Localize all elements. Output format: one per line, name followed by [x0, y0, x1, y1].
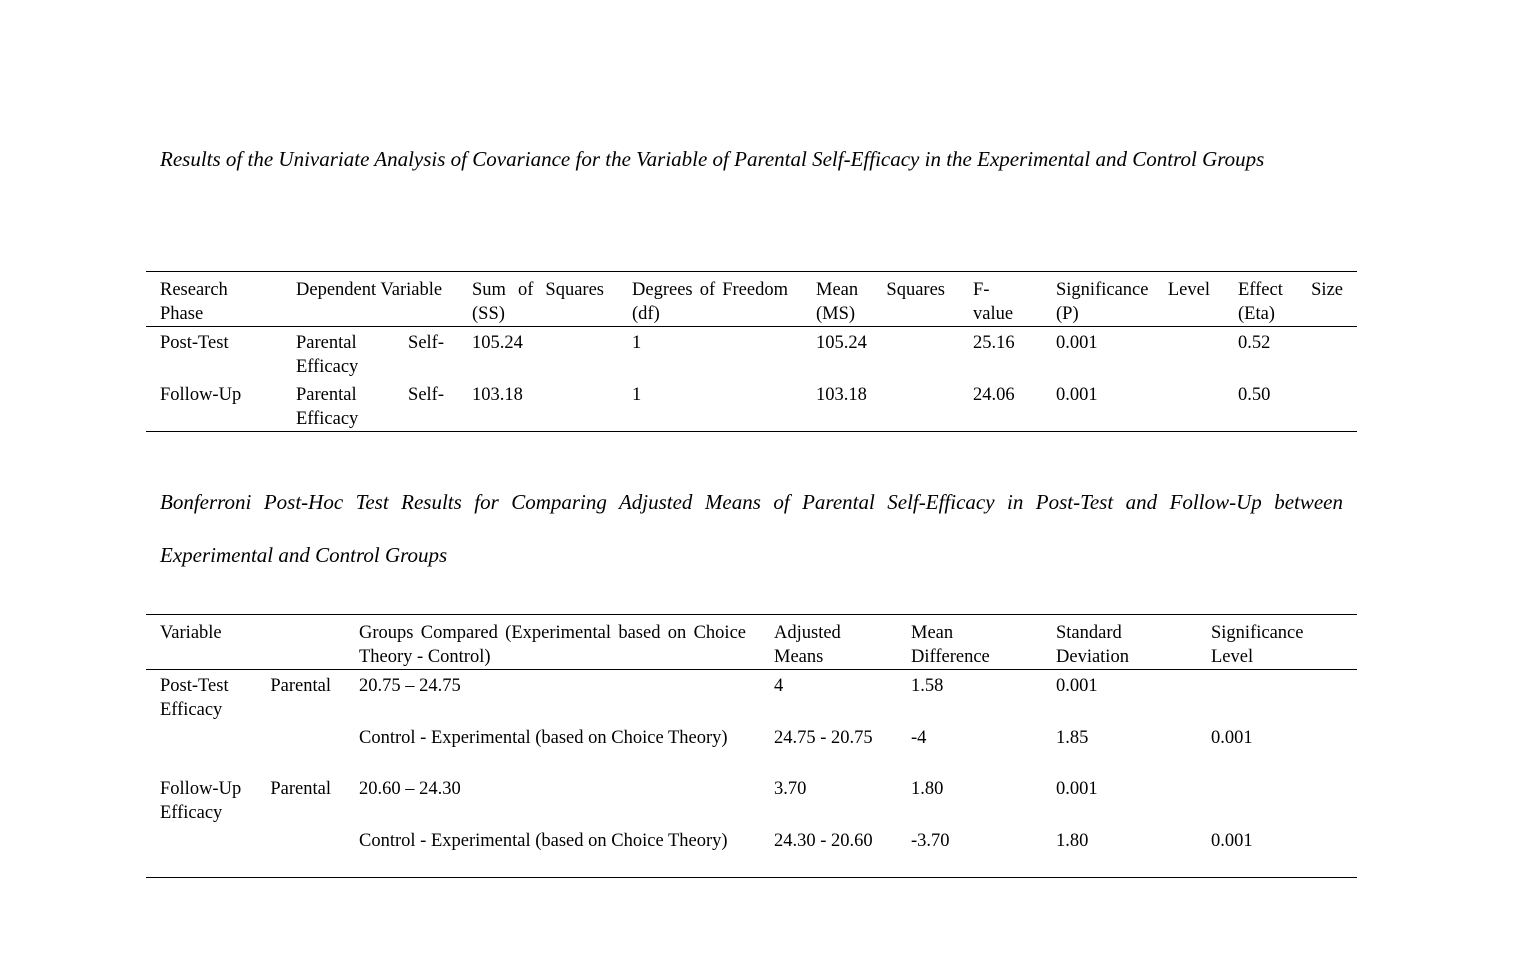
table1-cell: 103.18 [816, 385, 867, 405]
table2-cell [1197, 773, 1357, 825]
table1-cell: 1 [632, 385, 642, 405]
table1-header-cell: Research Phase [160, 280, 228, 324]
table1-header-cell: Mean Squares (MS) [816, 280, 945, 324]
table2-cell: 0.001 [1211, 728, 1253, 748]
table2-cell: 24.30 - 20.60 [774, 831, 873, 851]
bonferroni-results-table [146, 614, 1357, 878]
table2-cell [146, 722, 345, 773]
table2-header-row [146, 615, 1357, 670]
table2-header-cell: Adjusted Means [774, 623, 841, 667]
table1-cell: Parental Self-Efficacy [296, 333, 444, 377]
table2-header-cell: Significance Level [1211, 623, 1304, 667]
ancova-results-table [146, 271, 1357, 432]
table1-caption: Results of the Univariate Analysis of Covariance for the Variable of Parental Self-Efficacy in the Experimental and Control Groups [160, 147, 1265, 171]
table1-cell: 24.06 [973, 385, 1015, 405]
table2-cell: 0.001 [1056, 779, 1098, 799]
table2-cell: Follow-Up Parental Efficacy [160, 779, 331, 823]
table2-cell: 3.70 [774, 779, 807, 799]
table-row [146, 773, 1357, 825]
table-row [146, 379, 1357, 432]
table1-header-cell: Effect Size (Eta) [1238, 280, 1343, 324]
table1-cell: Post-Test [160, 333, 229, 353]
table2-cell: 1.80 [911, 779, 944, 799]
table2-cell: 1.58 [911, 676, 944, 696]
table2-cell: -4 [911, 728, 927, 748]
table2-cell [1197, 670, 1357, 723]
table1-cell: Parental Self-Efficacy [296, 385, 444, 429]
table-row [146, 722, 1357, 773]
table1-header-cell: Degrees of Freedom (df) [632, 280, 788, 324]
table1-cell: 1 [632, 333, 642, 353]
table2-cell: 1.85 [1056, 728, 1089, 748]
table1-header-cell: Significance Level (P) [1056, 280, 1210, 324]
table1-header-cell: F-value [973, 280, 1014, 324]
table2-cell [146, 825, 345, 877]
table1-header-cell: Dependent Variable [296, 280, 443, 300]
table1-header-cell: Sum of Squares (SS) [472, 280, 604, 324]
table2-caption: Bonferroni Post-Hoc Test Results for Comparing Adjusted Means of Parental Self-Efficacy in Post-Test and Follow-Up between Experimental and Control Groups [160, 490, 1343, 567]
table-row [146, 327, 1357, 380]
table2-cell: -3.70 [911, 831, 950, 851]
table2-cell: Control - Experimental (based on Choice Theory) [359, 831, 728, 851]
table2-cell: Post-Test Parental Efficacy [160, 676, 331, 720]
table2-header-cell: Mean Difference [911, 623, 990, 667]
table1-header-row [146, 272, 1357, 327]
table1-cell: 0.52 [1238, 333, 1271, 353]
table2-cell: 1.80 [1056, 831, 1089, 851]
table2-header-cell: Variable [160, 623, 222, 643]
table2-cell: Control - Experimental (based on Choice Theory) [359, 728, 728, 748]
table2-cell: 0.001 [1056, 676, 1098, 696]
table2-cell: 20.75 – 24.75 [359, 676, 461, 696]
table1-cell: 103.18 [472, 385, 523, 405]
table1-cell: 25.16 [973, 333, 1015, 353]
table1-cell: 105.24 [816, 333, 867, 353]
table-row [146, 825, 1357, 877]
table2-cell: 0.001 [1211, 831, 1253, 851]
table2-cell: 20.60 – 24.30 [359, 779, 461, 799]
table1-cell: 0.50 [1238, 385, 1271, 405]
table1-cell: 0.001 [1056, 385, 1098, 405]
table1-cell: 105.24 [472, 333, 523, 353]
table1-cell: 0.001 [1056, 333, 1098, 353]
table2-cell: 4 [774, 676, 784, 696]
table2-header-cell: Groups Compared (Experimental based on Choice Theory - Control) [359, 623, 746, 667]
table2-header-cell: Standard Deviation [1056, 623, 1129, 667]
table1-cell: Follow-Up [160, 385, 242, 405]
table-row [146, 670, 1357, 723]
table2-cell: 24.75 - 20.75 [774, 728, 873, 748]
